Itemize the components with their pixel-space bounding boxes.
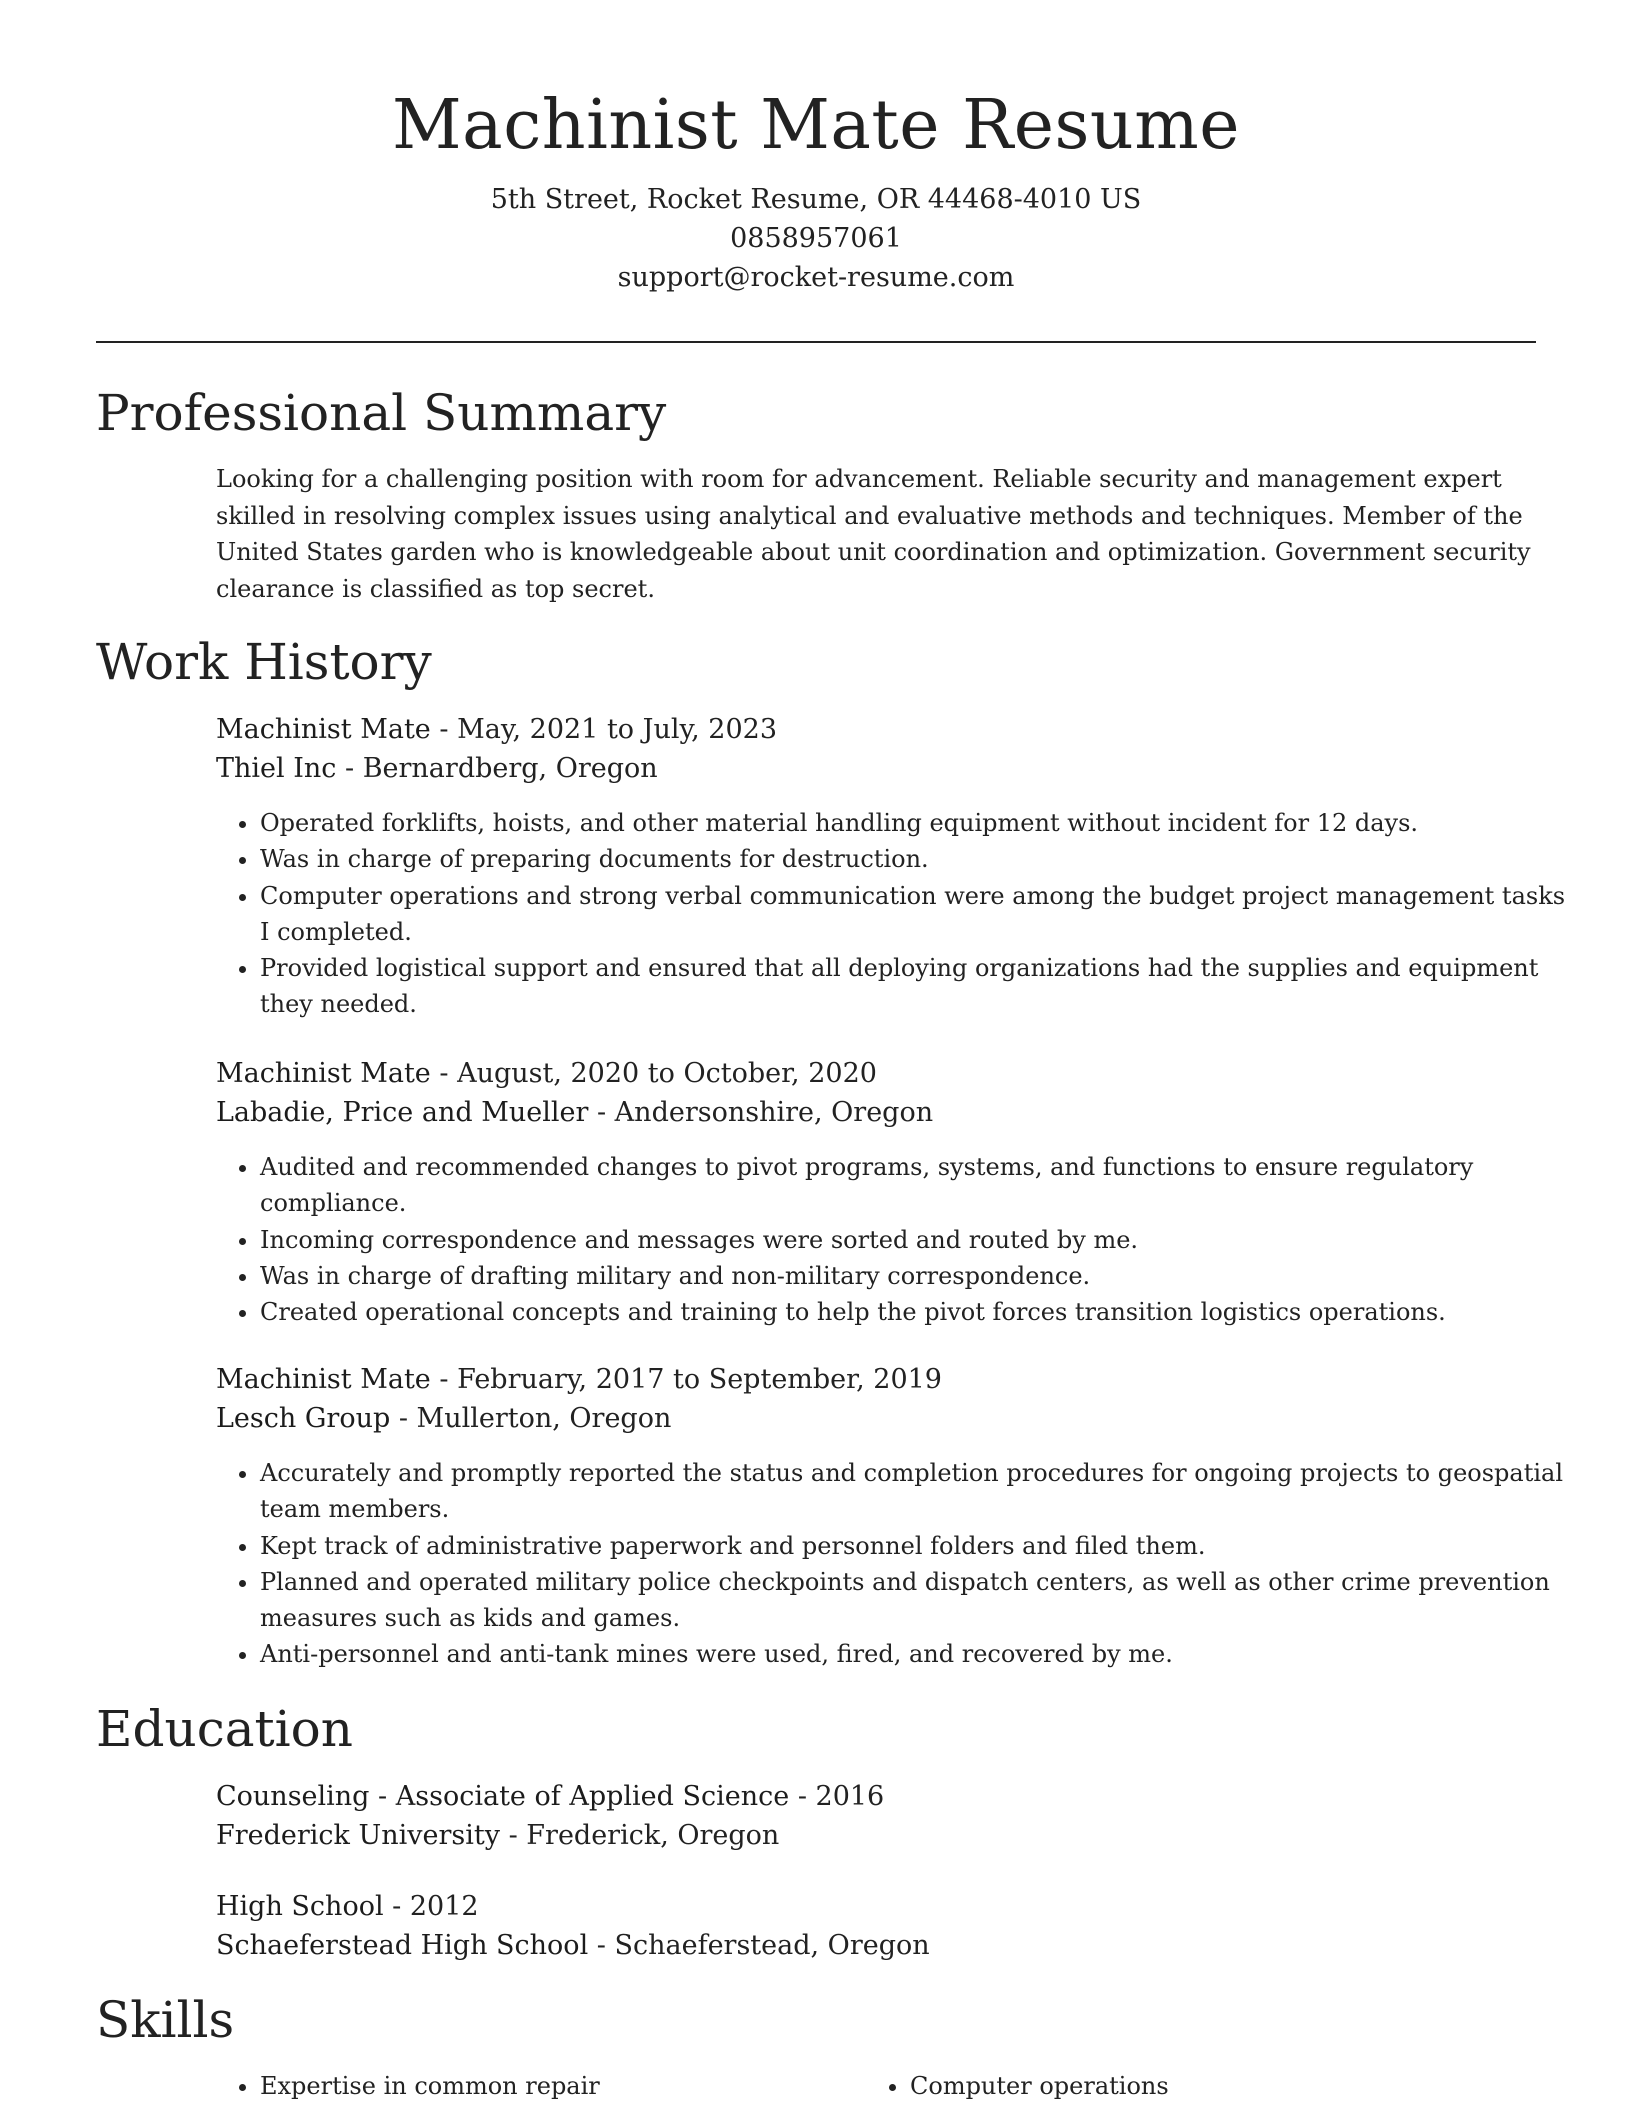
- education-degree: High School: [216, 1891, 384, 1922]
- education-degree: Counseling - Associate of Applied Science: [216, 1781, 790, 1812]
- job-company-line: [216, 749, 1536, 788]
- list-item: • Incoming correspondence and messages were sorted and routed by me.: [260, 1222, 1580, 1258]
- summary-text: Looking for a challenging position with room for advancement. Reliable security and management expert skilled in resolving complex issues using analytical and evaluative methods and techniques. Member of the United States garden who is knowledgeable about unit coordination and optimization. Government security clearance is classified as top secret.: [216, 465, 1531, 603]
- education-degree-line: [216, 1777, 1536, 1816]
- job-title-line: [216, 1360, 1536, 1399]
- skills-heading: Skills: [96, 1991, 235, 2049]
- education-school-line: [216, 1816, 1536, 1855]
- skill-item: • Computer operations: [910, 2068, 1536, 2104]
- job-title-line: [216, 710, 1536, 749]
- education-location: - Frederick, Oregon: [500, 1820, 780, 1851]
- list-item: • Was in charge of preparing documents for destruction.: [260, 841, 1580, 877]
- job-dates: - August, 2020 to October, 2020: [430, 1058, 877, 1089]
- resume-header: [0, 84, 1632, 297]
- education-school: Frederick University: [216, 1820, 501, 1851]
- list-item: • Provided logistical support and ensured that all deploying organizations had the supplies and equipment they needed.: [260, 950, 1580, 1023]
- job-company-line: [216, 1399, 1536, 1438]
- list-item: • Audited and recommended changes to pivot programs, systems, and functions to ensure regulatory compliance.: [260, 1149, 1580, 1222]
- skill-item: • Expertise in common repair: [260, 2068, 910, 2104]
- job-location: - Andersonshire, Oregon: [588, 1097, 934, 1128]
- job-dates: - May, 2021 to July, 2023: [430, 714, 778, 745]
- summary-heading: Professional Summary: [96, 384, 667, 442]
- education-location: - Schaeferstead, Oregon: [588, 1930, 930, 1961]
- job-company: Lesch Group: [216, 1403, 391, 1434]
- job-location: - Bernardberg, Oregon: [336, 753, 658, 784]
- list-item: • Kept track of administrative paperwork and personnel folders and filed them.: [260, 1528, 1580, 1564]
- list-item: • Created operational concepts and training to help the pivot forces transition logistics operations.: [260, 1294, 1580, 1330]
- education-year: - 2012: [383, 1891, 479, 1922]
- list-item: • Computer operations and strong verbal communication were among the budget project management tasks I completed.: [260, 878, 1580, 951]
- job-dates: - February, 2017 to September, 2019: [430, 1364, 942, 1395]
- job-location: - Mullerton, Oregon: [390, 1403, 672, 1434]
- contact-phone: 0858957061: [730, 223, 902, 254]
- job-duties-list: [216, 1455, 1580, 1673]
- job-company: Labadie, Price and Mueller: [216, 1097, 589, 1128]
- list-item: • Operated forklifts, hoists, and other material handling equipment without incident for 12 days.: [260, 805, 1580, 841]
- list-item: • Accurately and promptly reported the status and completion procedures for ongoing projects to geospatial team members.: [260, 1455, 1580, 1528]
- job-duties-list: [216, 805, 1580, 1023]
- skills-list: [216, 2068, 1580, 2104]
- list-item: • Planned and operated military police checkpoints and dispatch centers, as well as other crime prevention measures such as kids and games.: [260, 1564, 1580, 1637]
- work-history-heading: Work History: [96, 633, 432, 691]
- education-heading: Education: [96, 1700, 353, 1758]
- contact-address: 5th Street, Rocket Resume, OR 44468-4010 US: [490, 184, 1142, 215]
- job-title-line: [216, 1054, 1536, 1093]
- education-year: - 2016: [789, 1781, 885, 1812]
- job-company-line: [216, 1093, 1536, 1132]
- contact-email: support@rocket-resume.com: [617, 262, 1015, 293]
- job-duties-list: [216, 1149, 1580, 1330]
- job-title: Machinist Mate: [216, 1364, 431, 1395]
- list-item: • Anti-personnel and anti-tank mines were used, fired, and recovered by me.: [260, 1636, 1580, 1672]
- contact-info: [0, 180, 1632, 297]
- header-divider: [96, 341, 1536, 343]
- list-item: • Was in charge of drafting military and non-military correspondence.: [260, 1258, 1580, 1294]
- job-title: Machinist Mate: [216, 1058, 431, 1089]
- education-school-line: [216, 1926, 1536, 1965]
- job-title: Machinist Mate: [216, 714, 431, 745]
- education-school: Schaeferstead High School: [216, 1930, 589, 1961]
- job-company: Thiel Inc: [216, 753, 337, 784]
- resume-title: Machinist Mate Resume: [392, 86, 1240, 165]
- education-degree-line: [216, 1887, 1536, 1926]
